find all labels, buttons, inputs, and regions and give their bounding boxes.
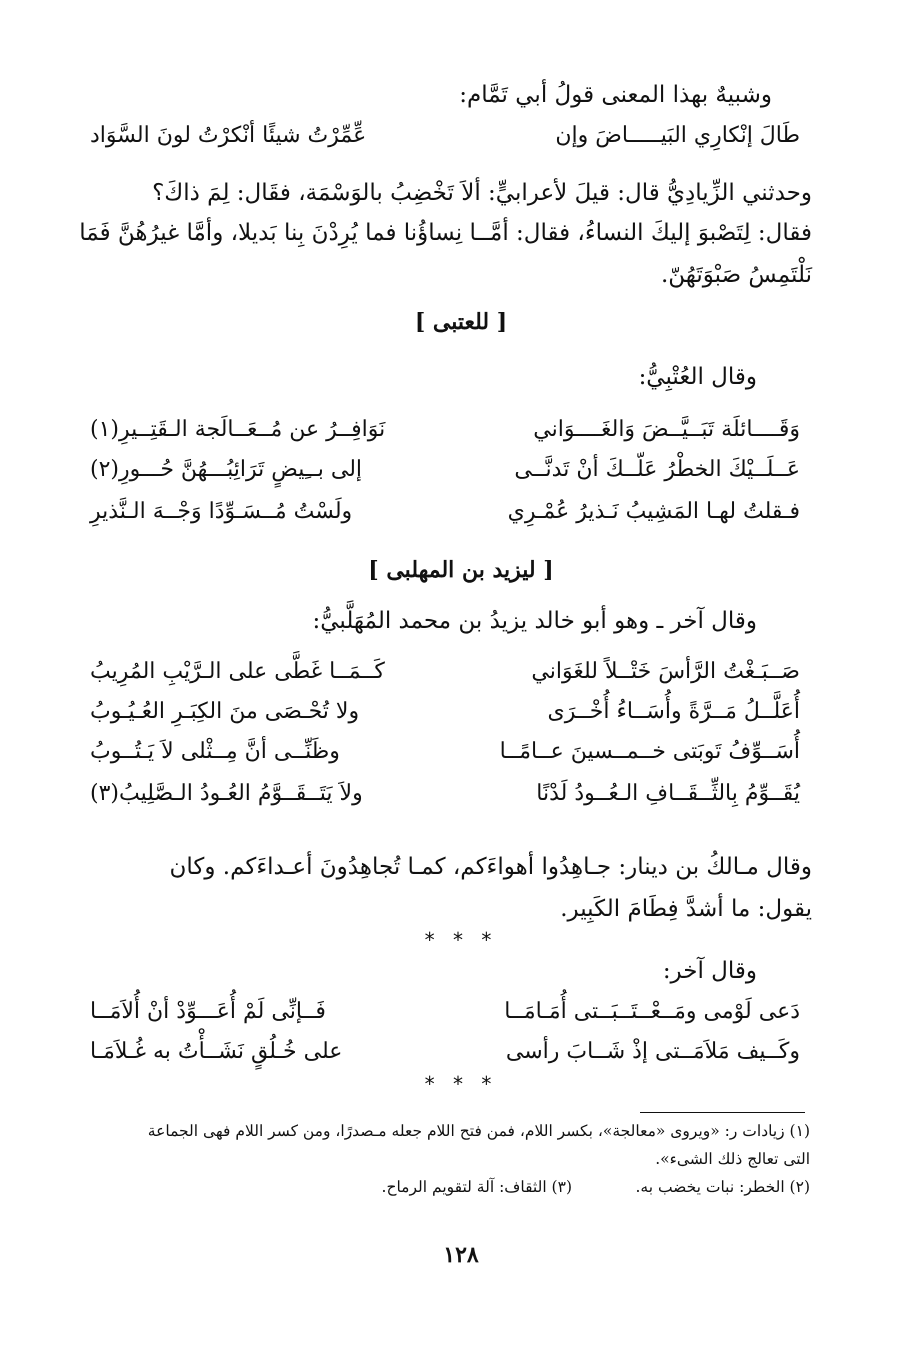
section-separator: * * *	[424, 928, 498, 952]
verse	[90, 654, 800, 690]
hemistich-second: إلى بــِيضٍ تَرَائِبُـــهُنَّ حُـــورِ(٢)	[90, 457, 363, 482]
prose-line: يقول: ما أشدَّ فِطَامَ الكَبِير.	[560, 896, 812, 922]
verse	[90, 452, 800, 488]
verse	[90, 1034, 800, 1070]
hemistich-second: نَوَافِــرُ عن مُــعَــالَجة الـقَتِــيرِ(١)	[90, 417, 386, 442]
verse	[90, 412, 800, 448]
footnote-1-continued: التى تعالج ذلك الشىء».	[655, 1150, 810, 1168]
verse	[90, 994, 800, 1030]
page-number: ١٢٨	[443, 1242, 479, 1268]
verse	[90, 776, 800, 812]
hemistich-first: أُسَــوِّفُ تَوبَتى خــمــسينَ عــامًــا	[499, 739, 800, 764]
footnote-divider	[640, 1112, 805, 1113]
hemistich-second: على خُـلُقٍ نَشَــأْتُ به غُـلاَمَـا	[90, 1039, 343, 1064]
prose-line: فقال: لِتَصْبوَ إليكَ النساءُ، فقال: أمَّــا نِساؤُنا فما يُرِدْنَ بِنا بَديلا، وأمَّا غيرُهُنَّ فَمَا	[79, 220, 812, 246]
hemistich-second: فَــإنِّى لَمْ أُعَـــوِّدْ أنْ أُلاَمَــا	[90, 999, 326, 1024]
hemistich-first: وكَــيف مَلاَمَــتى إذْ شَــابَ رأسى	[505, 1039, 800, 1064]
section-heading: [ للعتبى ]	[414, 309, 508, 335]
hemistich-first: دَعى لَوْمى ومَــعْــتَــبَــتى أُمَـامَــا	[504, 999, 800, 1024]
verse-abu-tammam	[90, 118, 800, 154]
footnote-1: (١) زيادات ر: «ويروى «معالجة»، بكسر اللام، فمن فتح اللام جعله مـصدرًا، ومن كسر اللام فهى الجماعة	[147, 1122, 810, 1140]
verse	[90, 694, 800, 730]
hemistich-second: وظَنِّــى أنَّ مِــثْلى لاَ يَـتُــوبُ	[90, 739, 340, 764]
footnote-2: (٢) الخطر: نبات يخضب به.	[635, 1178, 810, 1196]
section-intro: وقال العُتْبِيُّ:	[638, 364, 757, 390]
hemistich-first: عَــلَــيْكَ الخطْرُ عَلّــكَ أنْ تَدنَّــى	[514, 457, 800, 482]
hemistich-second: عِّمِّرْتُ شيئًا أنْكرْتُ لونَ السَّوَاد	[90, 123, 367, 148]
hemistich-first: وَقَــــائلَة تَبَــيَّــضَ وَالغَــــوَاني	[533, 417, 800, 442]
verse	[90, 494, 800, 530]
hemistich-second: ولَسْتُ مُــسَـوِّدًا وَجْــهَ الـنَّذيرِ	[90, 499, 353, 524]
hemistich-second: ولاَ يَتَــقَــوَّمُ العُـودُ الـصَّلِيبُ(٣)	[90, 781, 363, 806]
section-intro: وقال آخر:	[662, 958, 757, 984]
hemistich-first: طَالَ إنْكارِي البَيـــــاضَ وإن	[555, 123, 800, 148]
prose-line: نَلْتَمِسُ صَبْوَتَهُنّ.	[660, 262, 812, 288]
section-heading: [ ليزيد بن المهلبى ]	[368, 557, 554, 583]
hemistich-second: كَــمَــا غَطَّى على الـرَّيْبِ المُرِيبُ	[90, 659, 385, 684]
hemistich-first: صَــبَـغْتُ الرَّأسَ خَتْــلاً للغَوَاني	[531, 659, 800, 684]
hemistich-first: يُقَــوِّمُ بِالثِّــقَــافِ الـعُــودُ لَدْنًا	[536, 781, 800, 806]
hemistich-second: ولا تُحْـصَى منَ الكِبَـرِ العُـيُـوبُ	[90, 699, 360, 724]
intro-line: وشبيهٌ بهذا المعنى قولُ أبي تَمَّام:	[459, 82, 772, 108]
section-separator: * * *	[424, 1072, 498, 1096]
footnote-3: (٣) الثقاف: آلة لتقويم الرماح.	[381, 1178, 572, 1196]
hemistich-first: فـقلتُ لهـا المَشِيبُ نَـذيرُ عُمْـرِي	[507, 499, 800, 524]
prose-line: وحدثني الزِّيادِيُّ قال: قيلَ لأعرابيٍّ: ألاَ تَخْضِبُ بالوَسْمَة، فقَال: لِمَ ذاكَ؟	[152, 180, 812, 206]
prose-line: وقال مـالكُ بن دينار: جـاهِدُوا أهواءَكم، كمـا تُجاهِدُونَ أعـداءَكم. وكان	[169, 854, 812, 880]
hemistich-first: أُعَلَّــلُ مَــرَّةً وأُسَــاءُ أُخْــرَى	[547, 699, 800, 724]
verse	[90, 734, 800, 770]
section-intro: وقال آخر ـ وهو أبو خالد يزيدُ بن محمد المُهَلَّبيُّ:	[312, 608, 757, 634]
